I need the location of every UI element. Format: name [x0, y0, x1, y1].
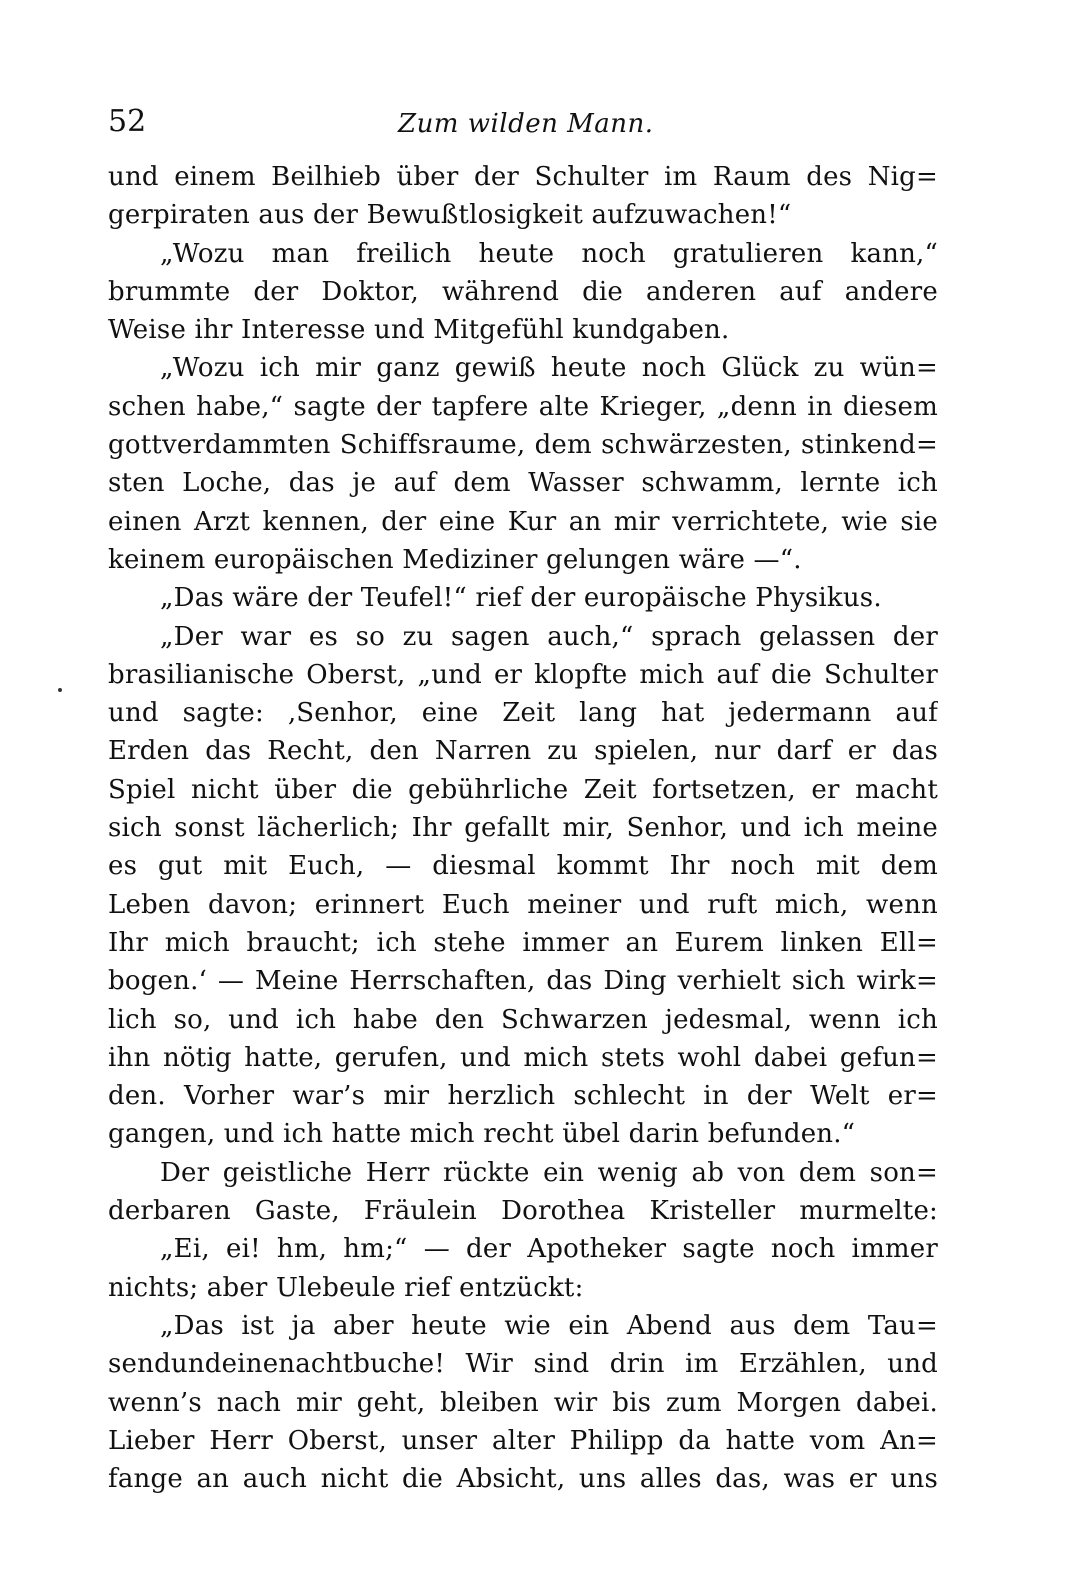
text-line: sendundeinenachtbuche! Wir sind drin im Erzählen, und [108, 1349, 938, 1380]
text-line: sich sonst lächerlich; Ihr gefallt mir, Senhor, und ich meine [108, 813, 938, 844]
text-line: einen Arzt kennen, der eine Kur an mir verrichtete, wie sie [108, 506, 938, 537]
text-line: „Ei, ei! hm, hm;“ — der Apotheker sagte noch immer [160, 1234, 938, 1265]
text-line: „Das wäre der Teufel!“ rief der europäische Physikus. [160, 583, 882, 614]
text-line: ihn nötig hatte, gerufen, und mich stets wohl dabei gefun= [108, 1042, 938, 1073]
text-line: und einem Beilhieb über der Schulter im Raum des Nig= [108, 162, 938, 192]
text-line: Leben davon; erinnert Euch meiner und ruft mich, wenn [108, 889, 938, 920]
text-line: Der geistliche Herr rückte ein wenig ab von dem son= [160, 1157, 938, 1188]
text-line: „Wozu man freilich heute noch gratulieren kann,“ [160, 238, 938, 269]
page-number: 52 [108, 104, 147, 139]
text-line: wenn’s nach mir geht, bleiben wir bis zum Morgen dabei. [108, 1387, 938, 1418]
text-line: „Der war es so zu sagen auch,“ sprach gelassen der [160, 621, 938, 652]
text-line: gerpiraten aus der Bewußtlosigkeit aufzuwachen!“ [108, 200, 792, 231]
text-line: keinem europäischen Mediziner gelungen wäre —“. [108, 544, 802, 575]
text-line: Lieber Herr Oberst, unser alter Philipp da hatte vom An= [108, 1425, 938, 1456]
text-line: Erden das Recht, den Narren zu spielen, nur darf er das [108, 736, 938, 767]
text-line: Ihr mich braucht; ich stehe immer an Eurem linken Ell= [108, 927, 938, 958]
text-line: Spiel nicht über die gebührliche Zeit fortsetzen, er macht [108, 774, 938, 805]
print-speck [58, 688, 62, 692]
text-line: schen habe,“ sagte der tapfere alte Krieger, „denn in diesem [108, 391, 938, 422]
text-line: „Wozu ich mir ganz gewiß heute noch Glück zu wün= [160, 353, 938, 384]
page-header [108, 104, 938, 144]
text-line: und sagte: ‚Senhor, eine Zeit lang hat jedermann auf [108, 698, 938, 729]
body-text [108, 158, 938, 1498]
text-line: „Das ist ja aber heute wie ein Abend aus dem Tau= [160, 1310, 938, 1341]
text-line: lich so, und ich habe den Schwarzen jedesmal, wenn ich [108, 1004, 938, 1035]
text-line: gottverdammten Schiffsraume, dem schwärzesten, stinkend= [108, 430, 938, 461]
text-line: fange an auch nicht die Absicht, uns alles das, was er uns [108, 1464, 938, 1495]
text-line: derbaren Gaste, Fräulein Dorothea Kristeller murmelte: [108, 1196, 938, 1227]
text-line: Weise ihr Interesse und Mitgefühl kundgaben. [108, 315, 730, 346]
text-line: es gut mit Euch, — diesmal kommt Ihr noch mit dem [108, 851, 938, 882]
text-line: nichts; aber Ulebeule rief entzückt: [108, 1272, 584, 1303]
text-line: brasilianische Oberst, „und er klopfte mich auf die Schulter [108, 659, 938, 690]
text-line: gangen, und ich hatte mich recht übel darin befunden.“ [108, 1119, 856, 1150]
text-line: bogen.‘ — Meine Herrschaften, das Ding verhielt sich wirk= [108, 966, 938, 997]
text-line: sten Loche, das je auf dem Wasser schwamm, lernte ich [108, 468, 938, 499]
running-head: Zum wilden Mann. [398, 109, 654, 139]
text-line: brummte der Doktor, während die anderen auf andere [108, 276, 938, 307]
text-line: den. Vorher war’s mir herzlich schlecht in der Welt er= [108, 1081, 938, 1112]
